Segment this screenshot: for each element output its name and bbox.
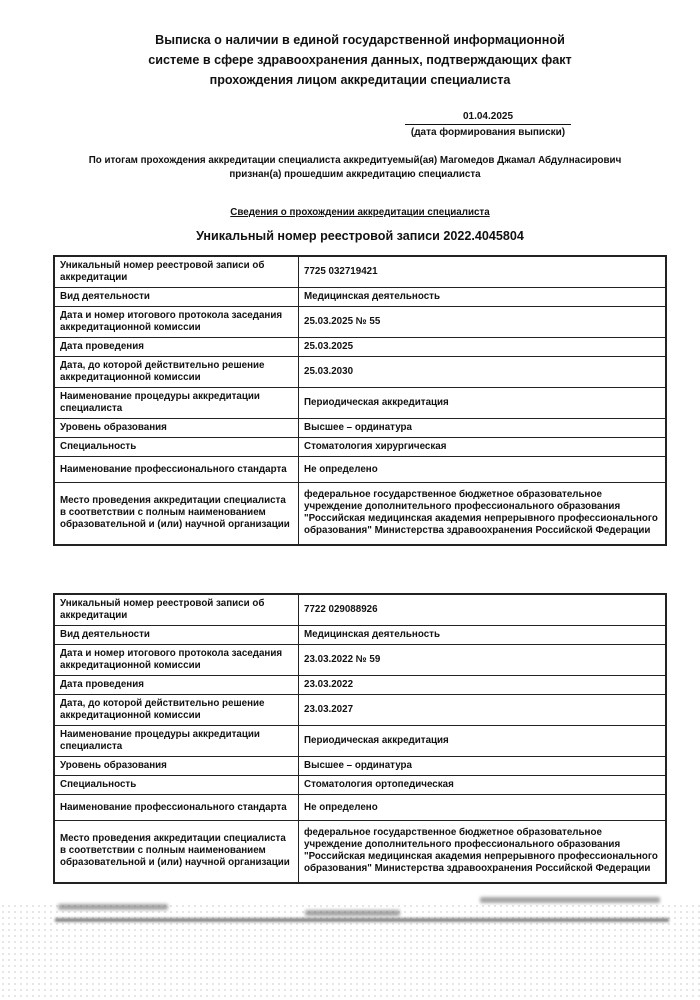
row-value: 7725 032719421 xyxy=(299,256,667,288)
page-bottom-fade xyxy=(0,903,700,1000)
row-value: 7722 029088926 xyxy=(299,594,667,626)
table-row xyxy=(54,821,666,883)
blurred-text-strip xyxy=(480,897,660,903)
row-value: Высшее – ординатура xyxy=(299,419,667,438)
result-line: По итогам прохождения аккредитации специалиста аккредитуемый(ая) Магомедов Джамал Абдулнасирович xyxy=(88,155,622,166)
row-label: Дата проведения xyxy=(54,676,299,695)
extract-date-caption: (дата формирования выписки) xyxy=(410,127,566,138)
result-line: признан(а) прошедшим аккредитацию специалиста xyxy=(229,169,481,180)
row-label: Уникальный номер реестровой записи об аккредитации xyxy=(54,256,299,288)
blurred-text-strip xyxy=(58,904,168,910)
section-heading: Сведения о прохождении аккредитации специалиста xyxy=(230,207,490,218)
row-label: Уровень образования xyxy=(54,757,299,776)
table-row xyxy=(54,288,666,307)
row-label: Дата и номер итогового протокола заседания аккредитационной комиссии xyxy=(54,645,299,676)
table-row xyxy=(54,419,666,438)
table-row xyxy=(54,676,666,695)
accreditation-result-statement xyxy=(40,154,670,182)
row-label: Дата, до которой действительно решение аккредитационной комиссии xyxy=(54,357,299,388)
row-value: Периодическая аккредитация xyxy=(299,388,667,419)
row-label: Вид деятельности xyxy=(54,288,299,307)
table-row xyxy=(54,695,666,726)
row-value: 25.03.2030 xyxy=(299,357,667,388)
extract-date-block xyxy=(405,111,571,139)
table-row xyxy=(54,645,666,676)
row-value: 23.03.2027 xyxy=(299,695,667,726)
row-label: Дата и номер итогового протокола заседания аккредитационной комиссии xyxy=(54,307,299,338)
table-row xyxy=(54,795,666,821)
table-row xyxy=(54,776,666,795)
document-title-line: системе в сфере здравоохранения данных, подтверждающих факт xyxy=(148,53,572,67)
row-value: Стоматология хирургическая xyxy=(299,438,667,457)
table-row xyxy=(54,457,666,483)
row-label: Специальность xyxy=(54,776,299,795)
table-row xyxy=(54,256,666,288)
extract-date: 01.04.2025 xyxy=(405,111,571,125)
row-value: федеральное государственное бюджетное образовательное учреждение дополнительного профессионального образования "Российская медицинская академия непрерывного профессионального образования" Министерства здравоохранения Российской Федерации xyxy=(299,821,667,883)
row-value: федеральное государственное бюджетное образовательное учреждение дополнительного профессионального образования "Российская медицинская академия непрерывного профессионального образования" Министерства здравоохранения Российской Федерации xyxy=(299,483,667,545)
row-label: Наименование профессионального стандарта xyxy=(54,457,299,483)
page-shadow-edge xyxy=(55,918,669,922)
row-value: Стоматология ортопедическая xyxy=(299,776,667,795)
row-value: Медицинская деятельность xyxy=(299,626,667,645)
table-row xyxy=(54,626,666,645)
table-row xyxy=(54,307,666,338)
table-row xyxy=(54,757,666,776)
row-label: Наименование профессионального стандарта xyxy=(54,795,299,821)
row-value: 25.03.2025 № 55 xyxy=(299,307,667,338)
document-title-line: Выписка о наличии в единой государственной информационной xyxy=(155,33,565,47)
table-row xyxy=(54,438,666,457)
accreditation-record-table xyxy=(53,593,667,884)
row-label: Наименование процедуры аккредитации специалиста xyxy=(54,726,299,757)
row-label: Место проведения аккредитации специалиста в соответствии с полным наименованием образовательной и (или) научной организации xyxy=(54,483,299,545)
table-row xyxy=(54,388,666,419)
row-value: 25.03.2025 xyxy=(299,338,667,357)
row-label: Наименование процедуры аккредитации специалиста xyxy=(54,388,299,419)
row-label: Место проведения аккредитации специалиста в соответствии с полным наименованием образовательной и (или) научной организации xyxy=(54,821,299,883)
table-row xyxy=(54,338,666,357)
row-label: Дата, до которой действительно решение аккредитационной комиссии xyxy=(54,695,299,726)
registry-number-heading: Уникальный номер реестровой записи 2022.4045804 xyxy=(196,229,524,243)
row-value: Медицинская деятельность xyxy=(299,288,667,307)
row-label: Вид деятельности xyxy=(54,626,299,645)
table-row xyxy=(54,357,666,388)
row-value: 23.03.2022 xyxy=(299,676,667,695)
blurred-text-strip xyxy=(305,910,400,916)
row-value: 23.03.2022 № 59 xyxy=(299,645,667,676)
table-row xyxy=(54,483,666,545)
accreditation-record-table xyxy=(53,255,667,546)
row-value: Высшее – ординатура xyxy=(299,757,667,776)
row-label: Специальность xyxy=(54,438,299,457)
row-value: Периодическая аккредитация xyxy=(299,726,667,757)
row-value: Не определено xyxy=(299,795,667,821)
row-label: Уникальный номер реестровой записи об аккредитации xyxy=(54,594,299,626)
document-title xyxy=(100,30,620,90)
document-title-line: прохождения лицом аккредитации специалиста xyxy=(209,73,511,87)
table-row xyxy=(54,594,666,626)
row-value: Не определено xyxy=(299,457,667,483)
table-row xyxy=(54,726,666,757)
row-label: Уровень образования xyxy=(54,419,299,438)
row-label: Дата проведения xyxy=(54,338,299,357)
